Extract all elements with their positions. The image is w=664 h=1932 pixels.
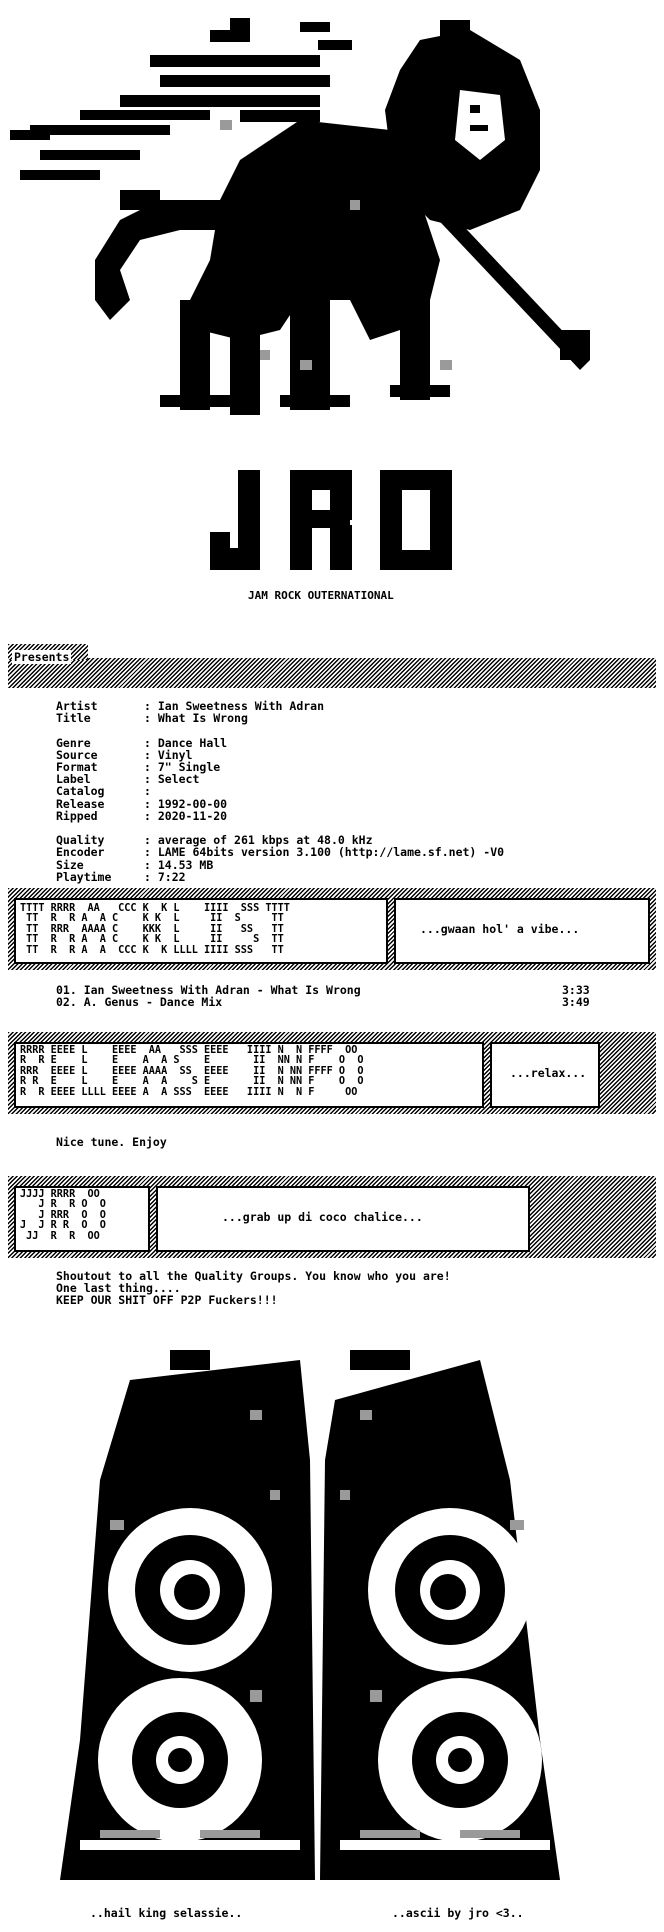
releaseinfo-ascii-title: RRRR EEEE L EEEE AA SSS EEEE IIII N N FFFF OO R R E L E A A S E II NN N F O O RRR EEEE L EEEE AAAA SS EEEE II N NN FFFF O O R R E L E A A S E II N NN F O O R R EEEE LLLL EEEE A A SSS EEEE IIII N N F OO [20,1045,364,1098]
info-key: Quality [56,833,105,848]
info-key: Artist [56,699,98,713]
jro-tagline: ...grab up di coco chalice... [222,1210,423,1224]
jro-logo [190,470,470,580]
info-value: Select [157,772,200,787]
caption-left: ..hail king selassie.. [90,1906,243,1920]
left-speaker-icon [60,1350,315,1880]
jro-ascii-title: JJJJ RRRR OO J R R O O J RRR O O J J R R O O JJ R R OO [20,1189,106,1242]
track-time: 3:49 [562,995,590,1010]
lion-of-judah-art [0,0,664,440]
info-key: Catalog [56,784,105,799]
info-row: Artist : Ian Sweetness With Adran [56,699,325,713]
track-list [56,984,596,1008]
track-title: 01. Ian Sweetness With Adran - What Is Wrong [56,983,361,997]
info-key: Release [56,796,105,811]
track-time: 3:33 [562,983,590,997]
info-row: Size : 14.53 MB [56,857,214,872]
info-value: average of 261 kbps at 48.0 kHz [157,833,373,848]
info-value: Vinyl [157,747,193,762]
info-row: Source : Vinyl [56,747,193,762]
presents-tag: Presents [14,650,70,664]
outro-text [56,1270,451,1307]
info-row: Ripped : 2020-11-20 [56,808,228,823]
track-title: 02. A. Genus - Dance Mix [56,995,223,1010]
info-row: Release : 1992-00-00 [56,796,228,811]
info-value: LAME 64bits version 3.100 (http://lame.sf.net) -V0 [157,845,505,860]
releaseinfo-tagline: ...relax... [510,1066,587,1080]
info-row: Quality : average of 261 kbps at 48.0 kHz [56,833,373,848]
info-key: Ripped [56,808,98,823]
info-key: Label [56,772,91,787]
info-row: Catalog : [56,784,158,799]
info-row: Format : 7" Single [56,760,221,775]
info-value: 14.53 MB [157,857,214,872]
outro-line: Shoutout to all the Quality Groups. You know who you are! [56,1269,451,1283]
info-key: Title [56,711,91,726]
info-value: Dance Hall [157,735,228,750]
info-key: Playtime [56,869,112,884]
info-value: 7:22 [157,869,186,884]
outro-line: One last thing.... [56,1281,181,1296]
info-value: What Is Wrong [157,711,248,726]
speaker-stacks-art [0,1340,664,1900]
info-key: Source [56,747,98,762]
info-value: Ian Sweetness With Adran [157,699,325,713]
release-info [56,700,504,883]
presents-bar [8,658,656,688]
info-value: 2020-11-20 [157,808,228,823]
right-speaker-icon [320,1350,560,1880]
info-key: Format [56,760,98,775]
info-key: Genre [56,735,91,750]
info-row: Title : What Is Wrong [56,711,248,726]
logo-subtitle: JAM ROCK OUTERNATIONAL [248,589,394,602]
info-row: Playtime : 7:22 [56,869,186,884]
info-key: Size [56,857,84,872]
info-row: Encoder : LAME 64bits version 3.100 (http://lame.sf.net) -V0 [56,845,505,860]
info-key: Encoder [56,845,105,860]
outro-line: KEEP OUR SHIT OFF P2P Fuckers!!! [56,1293,278,1308]
tracklist-tagline: ...gwaan hol' a vibe... [420,922,580,936]
tracklist-ascii-title: TTTT RRRR AA CCC K K L IIII SSS TTTT TT R R A A C K K L II S TT TT RRR AAAA C KKK L II SS TT TT R R A A C K K L II S TT TT R R A A CCC K K LLLL IIII SSS TT [20,903,290,956]
caption-right: ..ascii by jro <3.. [392,1906,524,1920]
track-item [56,996,596,1008]
info-value: 1992-00-00 [157,796,228,811]
release-note: Nice tune. Enjoy [56,1135,167,1149]
info-spacer [56,724,504,736]
info-row: Genre : Dance Hall [56,735,228,750]
info-value: 7" Single [157,760,221,775]
info-row: Label : Select [56,772,200,787]
